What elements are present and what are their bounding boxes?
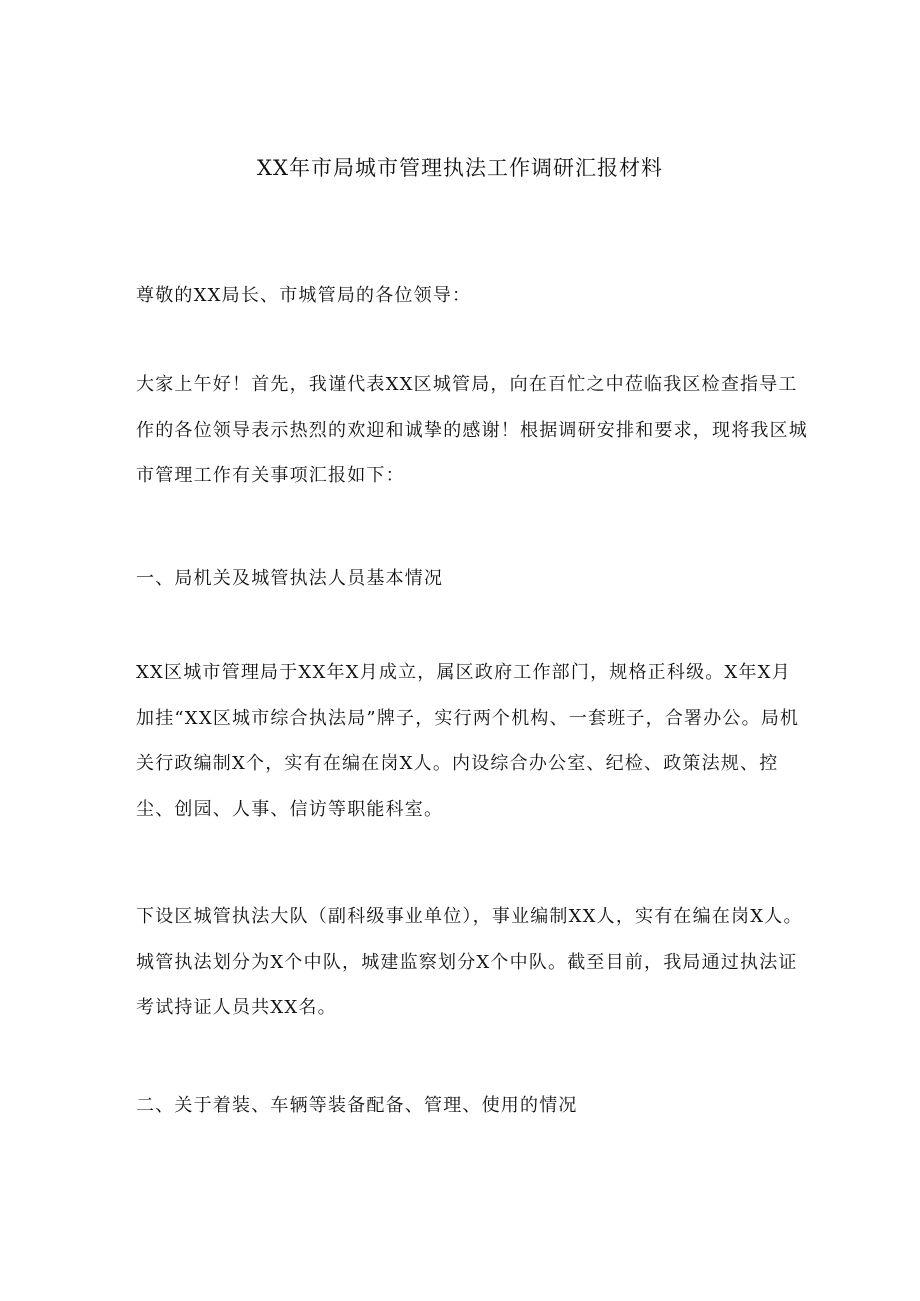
section-heading-1: 一、局机关及城管执法人员基本情况 <box>136 568 444 589</box>
intro-paragraph: 大家上午好！首先，我谨代表XX区城管局，向在百忙之中莅临我区检查指导工作的各位领导表示热烈的欢迎和诚挚的感谢！根据调研安排和要求，现将我区城市管理工作有关事项汇报如下： <box>136 374 808 486</box>
salutation: 尊敬的XX局长、市城管局的各位领导： <box>136 285 472 306</box>
section-heading-2: 二、关于着装、车辆等装备配备、管理、使用的情况 <box>136 1095 578 1116</box>
section1-paragraph-1: XX区城市管理局于XX年X月成立，属区政府工作部门，规格正科级。X年X月加挂“XX区城市综合执法局”牌子，实行两个机构、一套班子，合署办公。局机关行政编制X个，实有在编在岗X人。内设综合办公室、纪检、政策法规、控尘、创园、人事、信访等职能科室。 <box>136 662 800 820</box>
document-title: XX年市局城市管理执法工作调研汇报材料 <box>257 156 663 180</box>
section1-paragraph-2: 下设区城管执法大队（副科级事业单位），事业编制XX人，实有在编在岗X人。城管执法划分为X个中队，城建监察划分X个中队。截至目前，我局通过执法证考试持证人员共XX名。 <box>136 906 803 1018</box>
